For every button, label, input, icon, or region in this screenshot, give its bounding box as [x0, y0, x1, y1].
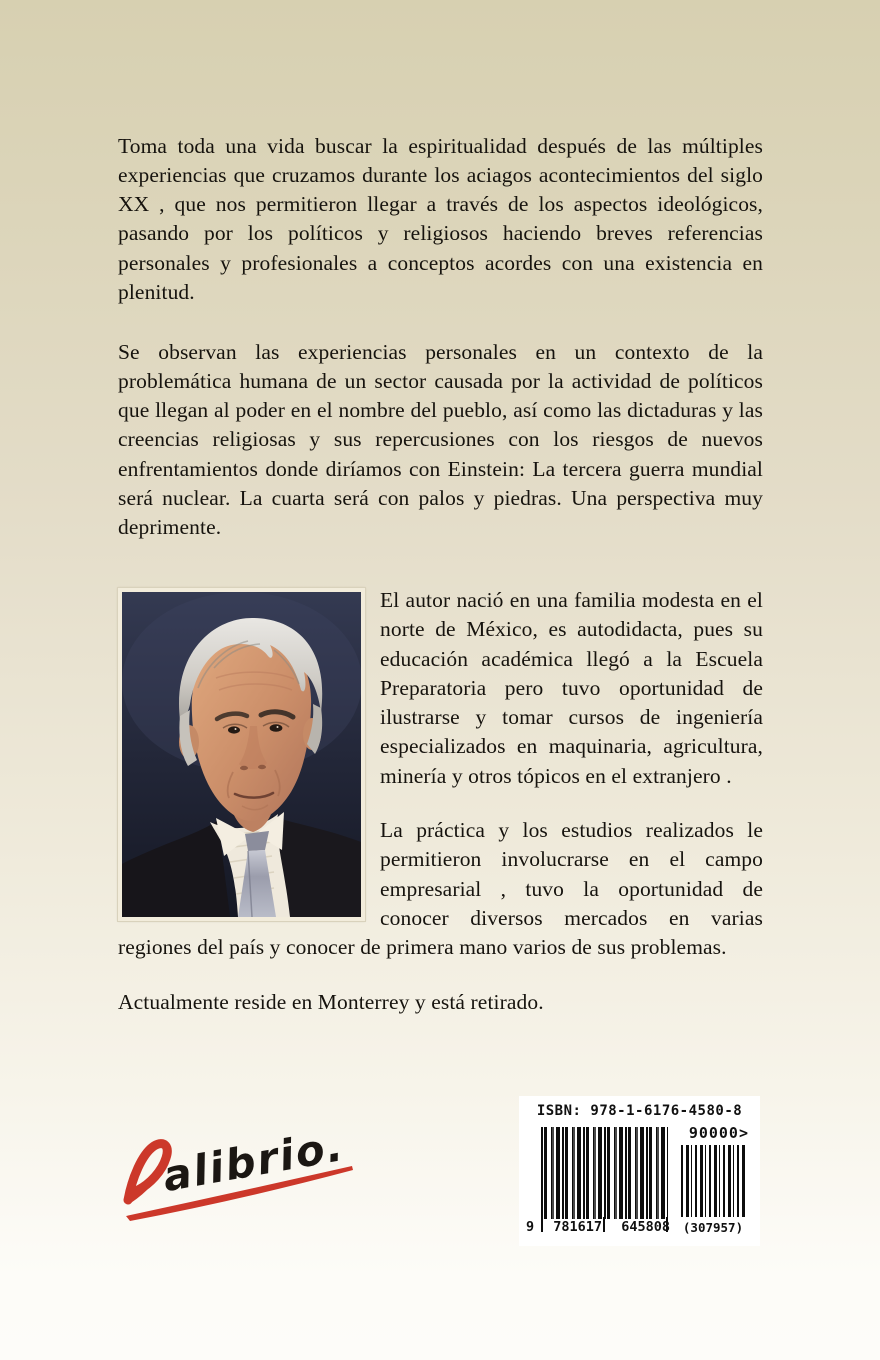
barcode-main-bars: [541, 1127, 668, 1219]
barcode-digit-lead: 9: [526, 1219, 535, 1235]
author-bio-paragraph-1: El autor nació en una familia modesta en el norte de México, es autodidacta, pues su educación académica llegó a la Escuela Preparatoria pero tuvo oportunidad de ilustrarse y tomar cursos de ingeniería especializados en maquinaria, agricultura, minería y otros tópicos en el extranjero .: [380, 588, 763, 788]
barcode-main-digits: [523, 1219, 673, 1235]
barcode-addon-digits: (307957): [682, 1220, 744, 1235]
barcode-price-code: 90000>: [688, 1124, 749, 1142]
barcode-digit-group-1: 781617: [553, 1219, 603, 1235]
isbn-label: ISBN: 978-1-6176-4580-8: [536, 1103, 743, 1119]
author-bio-paragraph-3: Actualmente reside en Monterrey y está retirado.: [118, 989, 544, 1014]
isbn-barcode-panel: [519, 1096, 760, 1246]
synopsis-paragraph-2: Se observan las experiencias personales en un contexto de la problemática humana de un sector causada por la actividad de políticos que llegan al poder en el nombre del pueblo, así como las dictaduras y las creencias religiosas y sus repercusiones con los riesgos de nuevos enfrentamientos donde diríamos con Einstein: La tercera guerra mundial será nuclear. La cuarta será con palos y piedras. Una perspectiva muy deprimente.: [118, 339, 763, 540]
author-bio-section: [118, 586, 763, 1042]
author-photo: [118, 588, 365, 921]
author-bio-paragraph-2: La práctica y los estudios realizados le permitieron involucrarse en el campo empresarial , tuvo la oportunidad de conocer diversos mercados en varias regiones del país y conocer de primera mano varios de sus problemas.: [118, 818, 763, 960]
barcode-addon-bars: [681, 1145, 747, 1217]
palibrio-logo-text: alibrio.: [159, 1121, 348, 1202]
synopsis-paragraph-1: Toma toda una vida buscar la espiritualidad después de las múltiples experiencias que cruzamos durante los aciagos acontecimientos del siglo XX , que nos permitieron llegar a través de los aspectos ideológicos, pasando por los políticos y religiosos haciendo breves referencias personales y profesionales a conceptos acordes con una existencia en plenitud.: [118, 133, 763, 304]
palibrio-logo: [112, 1118, 362, 1228]
barcode-digit-group-2: 645808: [621, 1219, 670, 1235]
